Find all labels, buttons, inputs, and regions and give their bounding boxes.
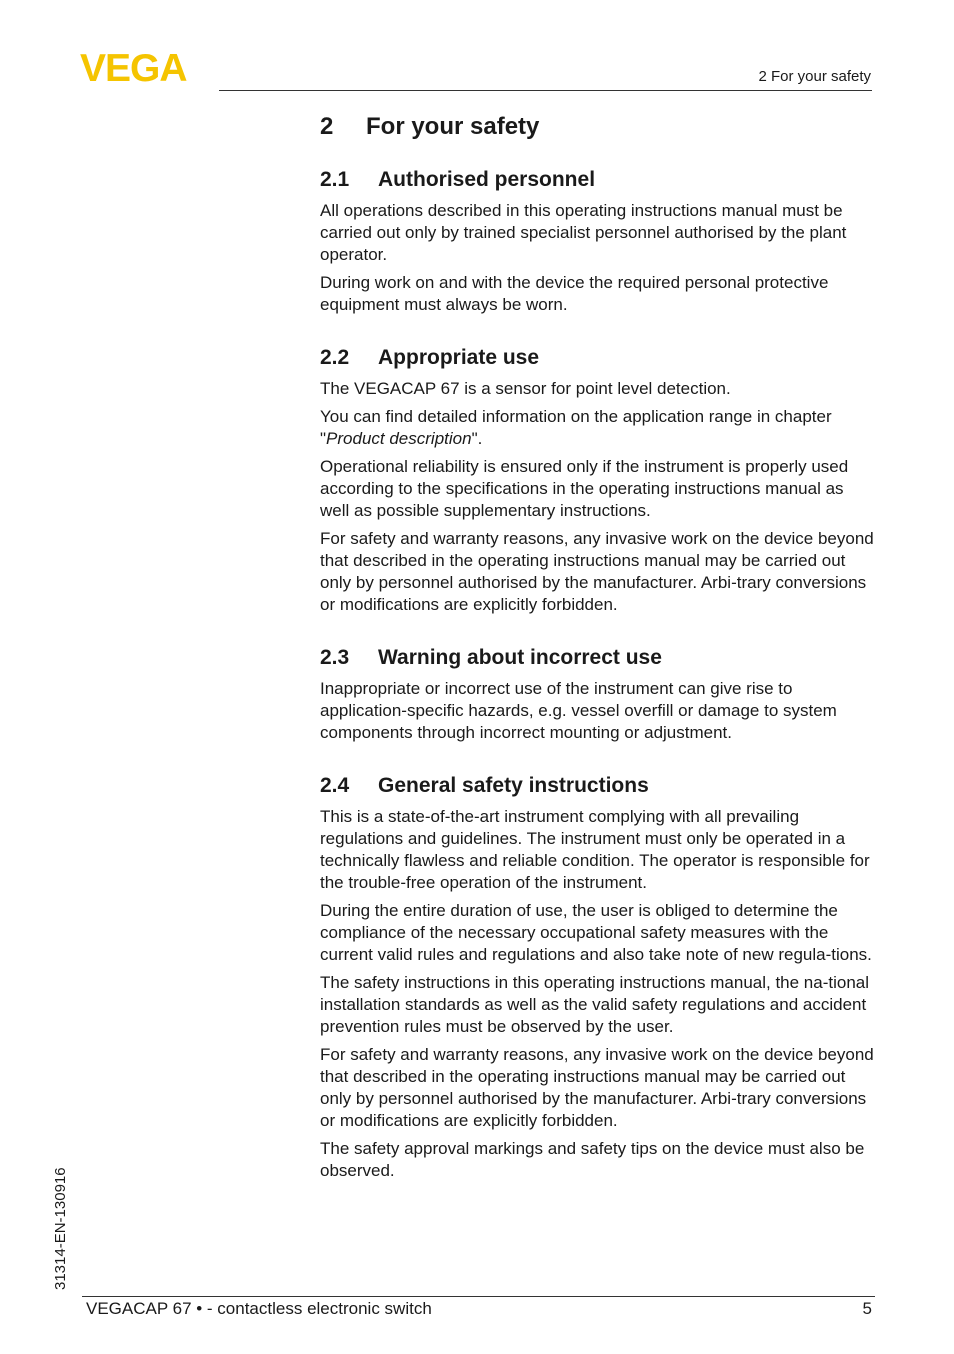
footer-document-title: VEGACAP 67 • - contactless electronic switch [86,1299,432,1318]
section-warning-incorrect-use [320,644,876,744]
section-heading [320,166,876,194]
page-content [320,110,876,1188]
paragraph: The safety approval markings and safety tips on the device must also be observed. [320,1139,865,1180]
paragraph: For safety and warranty reasons, any invasive work on the device beyond that described in the operating instructions manual may be carried out only by personnel authorised by the manufacturer. Arbi-trary conversions or modifications are explicitly forbidden. [320,529,874,614]
paragraph: Operational reliability is ensured only if the instrument is properly used according to the specifications in the operating instructions manual as well as possible supplementary instructions. [320,457,849,520]
paragraph: During work on and with the device the required personal protective equipment must always be worn. [320,273,829,314]
section-title: Authorised personnel [378,168,596,191]
vega-logo [80,50,212,84]
paragraph: Inappropriate or incorrect use of the instrument can give rise to application-specific hazards, e.g. vessel overfill or damage to system components through incorrect mounting or adjustment. [320,679,837,742]
chapter-title: For your safety [366,113,540,140]
chapter-heading [320,110,876,144]
section-number: 2.4 [320,774,350,797]
paragraph: The safety instructions in this operating instructions manual, the na-tional installation standards as well as the valid safety regulations and accident prevention rules must be observed by the user. [320,973,870,1036]
section-title: Appropriate use [378,346,540,369]
paragraph: All operations described in this operating instructions manual must be carried out only by trained specialist personnel authorised by the plant operator. [320,201,847,264]
paragraph: During the entire duration of use, the user is obliged to determine the compliance of the necessary occupational safety measures with the current valid rules and regulations and also take note of new regula-tions. [320,901,872,964]
paragraph: You can find detailed information on the application range in chapter "Product description". [320,407,832,448]
section-authorised-personnel [320,166,876,316]
section-heading [320,772,876,800]
chapter-number: 2 [320,113,334,140]
section-general-safety [320,772,876,1182]
section-heading [320,344,876,372]
header-section-label: 2 For your safety [758,68,871,85]
document-code: 31314-EN-130916 [52,1167,69,1290]
footer-divider [82,1296,875,1297]
section-number: 2.2 [320,346,350,369]
page-number: 5 [862,1299,872,1318]
section-heading [320,644,876,672]
header-divider [219,90,872,91]
paragraph: The VEGACAP 67 is a sensor for point level detection. [320,379,731,398]
paragraph: This is a state-of-the-art instrument complying with all prevailing regulations and guidelines. The instrument must only be operated in a technically flawless and reliable condition. The operator is responsible for the trouble-free operation of the instrument. [320,807,870,892]
section-number: 2.3 [320,646,350,669]
section-appropriate-use [320,344,876,616]
section-number: 2.1 [320,168,350,191]
section-title: General safety instructions [378,774,649,797]
section-title: Warning about incorrect use [378,646,662,669]
svg-text:VEGA: VEGA [80,50,187,84]
paragraph: For safety and warranty reasons, any invasive work on the device beyond that described in the operating instructions manual may be carried out only by personnel authorised by the manufacturer. Arbi-trary conversions or modifications are explicitly forbidden. [320,1045,874,1130]
